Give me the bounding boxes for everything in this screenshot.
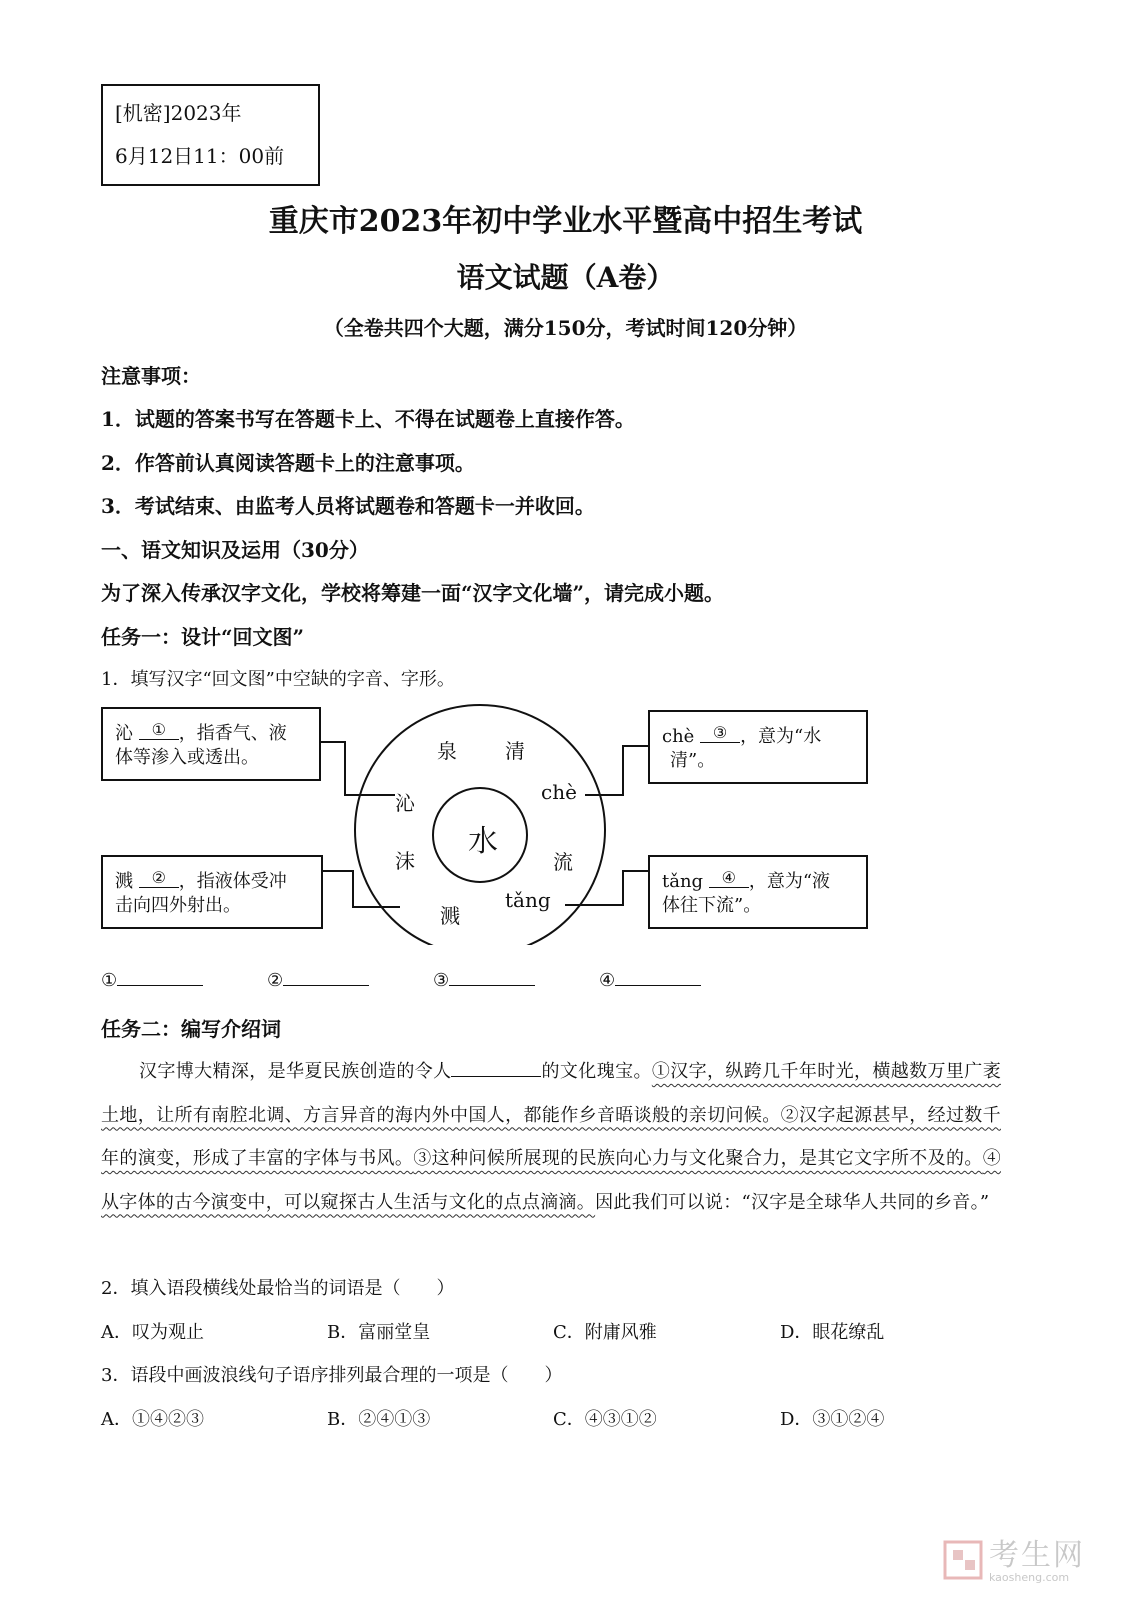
box1-char: 沁 <box>115 723 133 744</box>
confidential-box <box>101 84 320 186</box>
exam-title: 重庆市2023年初中学业水平暨高中招生考试 <box>268 204 863 239</box>
watermark-url: kaosheng.com <box>989 1571 1070 1584</box>
box3-char: chè <box>662 726 695 747</box>
q2-option-a[interactable]: A．叹为观止 <box>101 1322 204 1343</box>
question-1: 1．填写汉字“回文图”中空缺的字音、字形。 <box>101 669 455 690</box>
fill-blank[interactable] <box>451 1058 541 1077</box>
box2-text-2: 击向四外射出。 <box>115 895 241 916</box>
task2-heading: 任务二：编写介绍词 <box>101 1017 281 1041</box>
definition-box-2 <box>101 855 323 929</box>
task1-heading: 任务一：设计“回文图” <box>101 625 305 649</box>
box1-text: ，指香气、液 <box>178 723 287 744</box>
q3-option-a[interactable]: A．①④②③ <box>101 1409 204 1430</box>
q2-option-d[interactable]: D．眼花缭乱 <box>780 1322 885 1343</box>
definition-box-3 <box>648 710 868 784</box>
watermark-brand: 考生网 <box>989 1538 1085 1573</box>
intro-paragraph: 汉字博大精深，是华夏民族创造的令人 的文化瑰宝。①汉字，纵跨几千年时光，横越数万里广袤土地，让所有南腔北调、方言异音的海内外中国人，都能作乡音晤谈般的亲切问候。②汉字起源甚早，经过数千年的演变，形成了丰富的字体与书风。③这种问候所展现的民族向心力与文化聚合力，是其它文字所不及的。④从字体的古今演变中，可以窥探古人生活与文化的点点滴滴。因此我们可以说：“汉字是全球华人共同的乡音。” <box>101 1050 1001 1224</box>
answer-blank-2[interactable]: ② <box>267 970 369 991</box>
section-heading: 一、语文知识及运用（30分） <box>101 538 369 562</box>
section-intro: 为了深入传承汉字文化，学校将筹建一面“汉字文化墙”，请完成小题。 <box>101 581 725 605</box>
note-item-2: 2．作答前认真阅读答题卡上的注意事项。 <box>101 451 475 475</box>
wavy-sentence-2: ②汉字起源甚早，经过数千年的演变，形成了丰富的字体与书风。 <box>101 1104 1001 1169</box>
question-3: 3．语段中画波浪线句子语序排列最合理的一项是（ ） <box>101 1365 563 1386</box>
watermark-logo-icon <box>943 1540 983 1580</box>
ring-char-7: 沫 <box>395 849 415 873</box>
wavy-sentence-4: ④从字体的古今演变中，可以窥探古人生活与文化的点点滴滴。 <box>101 1148 1001 1213</box>
note-item-1: 1．试题的答案书写在答题卡上、不得在试题卷上直接作答。 <box>101 407 635 431</box>
ring-char-1: 泉 <box>437 739 457 763</box>
ring-char-5: tǎng <box>505 888 551 912</box>
q3-option-b[interactable]: B．②④①③ <box>327 1409 431 1430</box>
palindrome-diagram <box>95 695 875 945</box>
answer-blank-1[interactable]: ① <box>101 970 203 991</box>
blank-4: ④ <box>709 869 749 888</box>
box1-text-2: 体等渗入或透出。 <box>115 747 259 768</box>
ring-char-4: 流 <box>553 850 573 874</box>
exam-info: （全卷共四个大题，满分150分，考试时间120分钟） <box>323 316 808 340</box>
blank-2: ② <box>139 869 179 888</box>
note-item-3: 3．考试结束、由监考人员将试题卷和答题卡一并收回。 <box>101 494 595 518</box>
q2-option-b[interactable]: B．富丽堂皇 <box>327 1322 431 1343</box>
ring-char-2: 清 <box>505 739 525 763</box>
box4-text-2: 体往下流”。 <box>662 895 762 916</box>
exam-subtitle: 语文试题（A卷） <box>456 261 675 294</box>
box2-char: 溅 <box>115 871 133 892</box>
definition-box-4 <box>648 855 868 929</box>
ring-char-8: 沁 <box>395 791 415 815</box>
blank-1: ① <box>139 721 179 740</box>
watermark <box>989 1540 1085 1584</box>
q3-option-d[interactable]: D．③①②④ <box>780 1409 885 1430</box>
notes-heading: 注意事项： <box>101 364 201 388</box>
ring-char-3: chè <box>541 780 577 804</box>
answer-blank-3[interactable]: ③ <box>433 970 535 991</box>
box3-text-2: 清”。 <box>670 750 716 771</box>
definition-box-1 <box>101 707 321 781</box>
box3-text: ，意为“水 <box>740 726 822 747</box>
wavy-sentence-1: ①汉字，纵跨几千年时光，横越数万里广袤土地，让所有南腔北调、方言异音的海内外中国人，都能作乡音晤谈般的亲切问候。 <box>101 1061 1001 1126</box>
box2-text: ，指液体受冲 <box>178 871 287 892</box>
confidential-line-2: 6月12日11：00前 <box>115 144 285 168</box>
confidential-line-1: [机密]2023年 <box>115 101 242 125</box>
blank-3: ③ <box>700 724 740 743</box>
box4-char: tǎng <box>662 871 704 892</box>
wavy-sentence-3: ③这种问候所展现的民族向心力与文化聚合力，是其它文字所不及的。 <box>413 1148 983 1169</box>
question-2: 2．填入语段横线处最恰当的词语是（ ） <box>101 1278 455 1299</box>
q3-option-c[interactable]: C．④③①② <box>553 1409 657 1430</box>
box4-text: ，意为“液 <box>748 871 831 892</box>
q2-option-c[interactable]: C．附庸风雅 <box>553 1322 657 1343</box>
ring-char-6: 溅 <box>440 904 460 928</box>
answer-blank-4[interactable]: ④ <box>599 970 701 991</box>
center-char: 水 <box>468 824 498 859</box>
